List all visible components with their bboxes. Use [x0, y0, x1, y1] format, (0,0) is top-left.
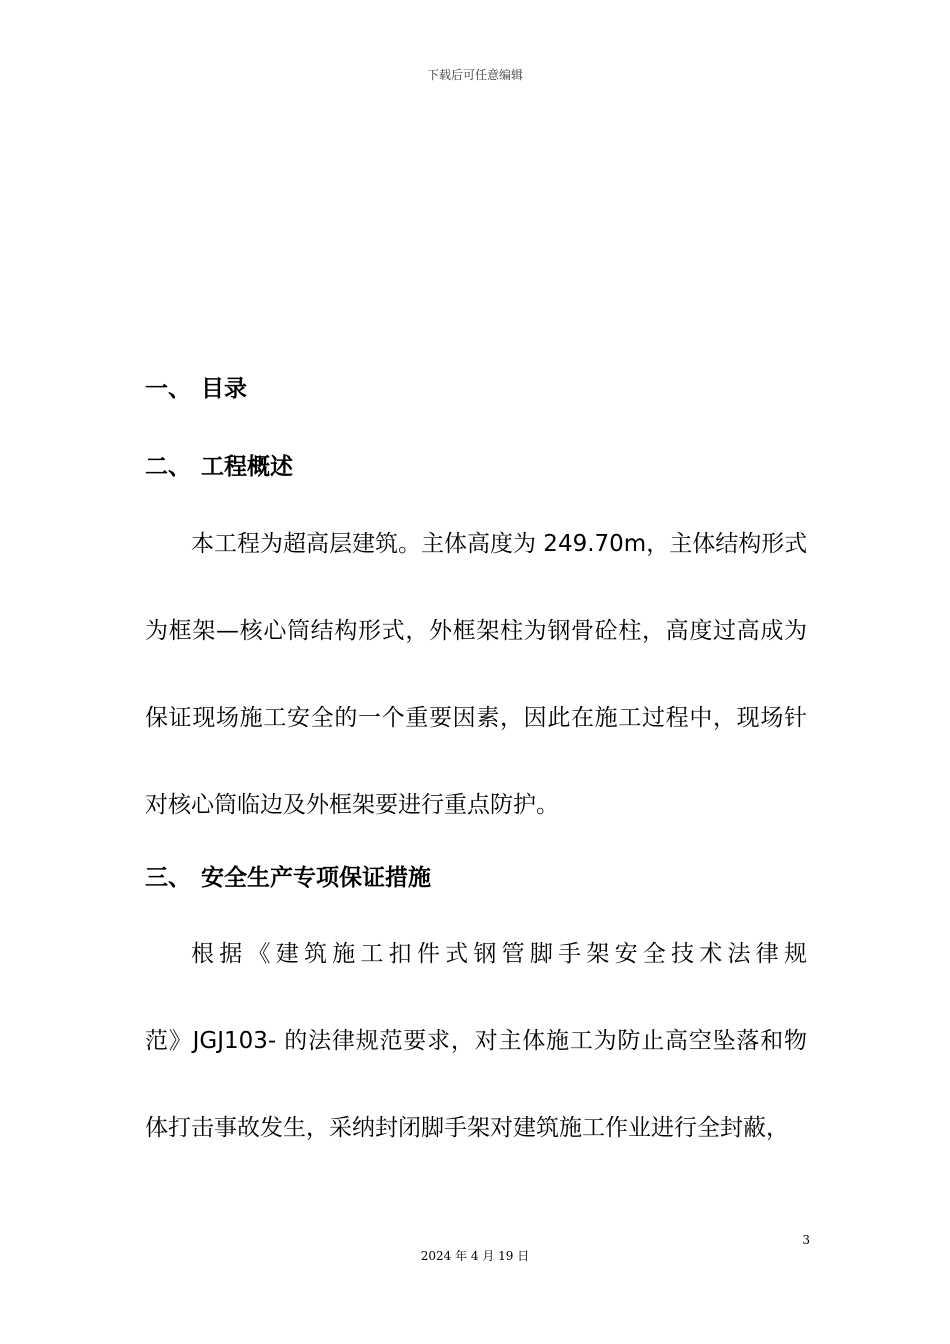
paragraph-line: 保证现场施工安全的一个重要因素，因此在施工过程中，现场针 [145, 705, 807, 731]
section-heading-toc [145, 374, 247, 404]
section-title: 工程概述 [201, 454, 293, 480]
paragraph-line: 范》JGJ103- 的法律规范要求，对主体施工为防止高空坠落和物 [145, 1028, 807, 1054]
section-number: 三、 [145, 865, 191, 891]
section-heading-overview [145, 452, 293, 482]
section-title: 目录 [201, 376, 247, 402]
paragraph-line: 本工程为超高层建筑。主体高度为 249.70m，主体结构形式 [191, 531, 808, 557]
paragraph-line: 体打击事故发生，采纳封闭脚手架对建筑施工作业进行全封蔽， [145, 1115, 789, 1141]
section-heading-safety [145, 863, 431, 893]
paragraph-line: 对核心筒临边及外框架要进行重点防护。 [145, 792, 559, 818]
footer-date: 2024 年 4 月 19 日 [420, 1249, 530, 1263]
section-number: 二、 [145, 454, 191, 480]
section-number: 一、 [145, 376, 191, 402]
header-note: 下载后可任意编辑 [426, 68, 523, 82]
paragraph-line: 为框架—核心筒结构形式，外框架柱为钢骨砼柱，高度过高成为 [145, 618, 807, 644]
page-number: 3 [802, 1233, 810, 1247]
section-title: 安全生产专项保证措施 [201, 865, 431, 891]
paragraph-line: 根据《建筑施工扣件式钢管脚手架安全技术法律规 [191, 941, 807, 967]
